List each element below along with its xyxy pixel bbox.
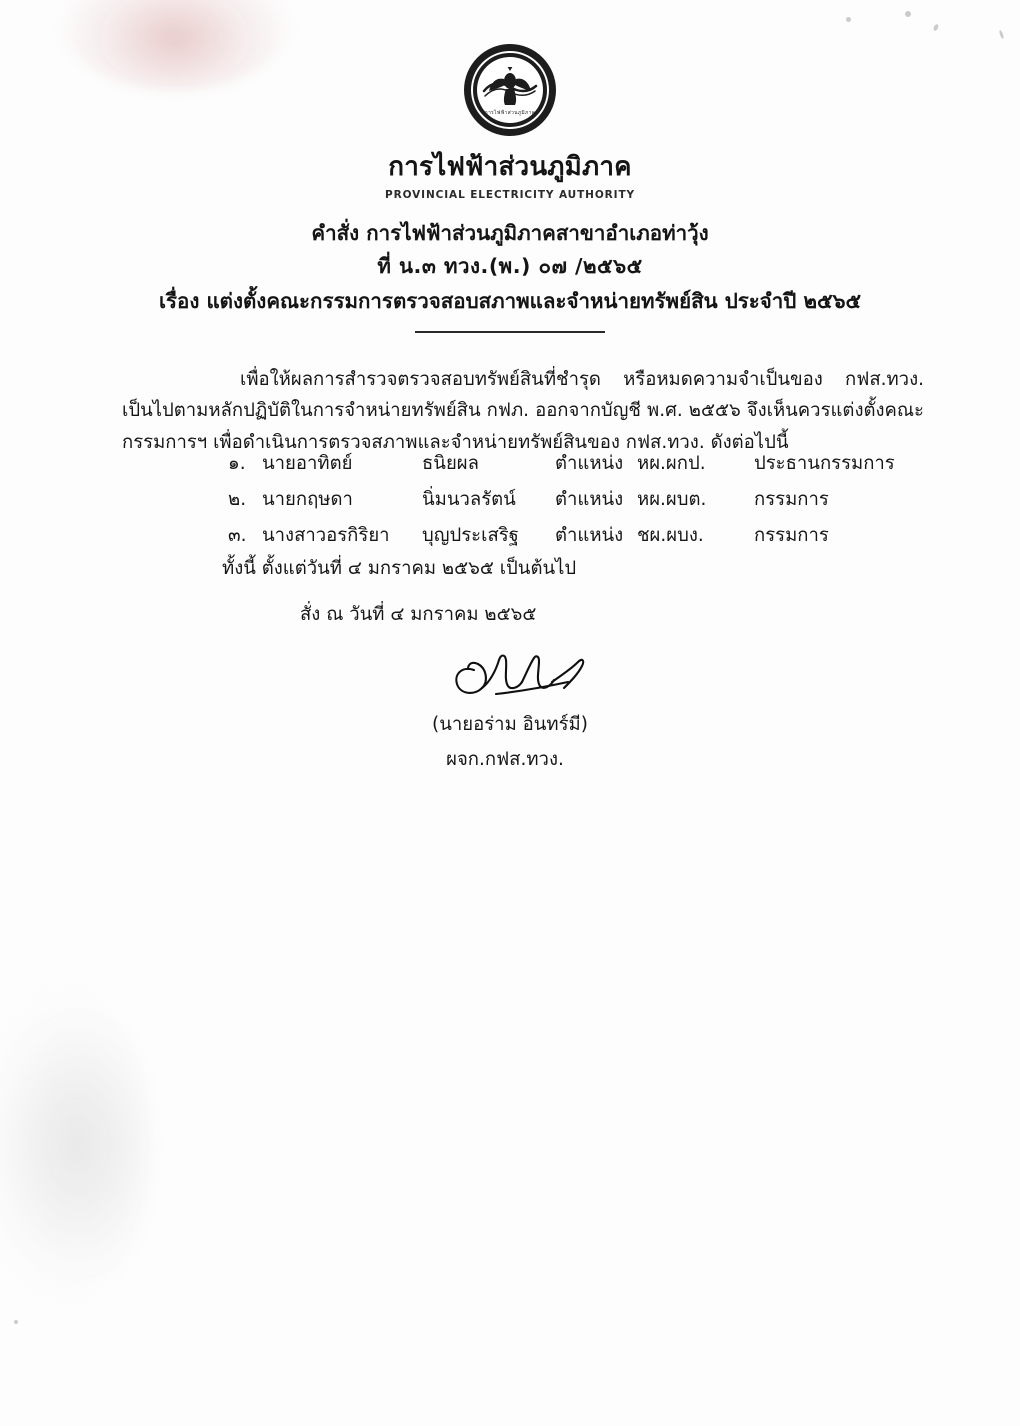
scan-speck (846, 17, 851, 22)
signer-title: ผจก.กฟส.ทวง. (446, 749, 564, 770)
committee-member-name: นายอาทิตย์ (262, 453, 353, 474)
position-label: ตำแหน่ง (555, 453, 624, 474)
effective-date-line: ทั้งนี้ ตั้งแต่วันที่ ๔ มกราคม ๒๕๖๕ เป็นต้นไป (222, 558, 577, 579)
document-subject: เรื่อง แต่งตั้งคณะกรรมการตรวจสอบสภาพและจำหน่ายทรัพย์สิน ประจำปี ๒๕๖๕ (158, 288, 862, 313)
scan-speck (905, 11, 911, 17)
position-label: ตำแหน่ง (555, 525, 624, 547)
committee-member-role: ประธานกรรมการ (754, 453, 895, 474)
committee-member-surname: บุญประเสริฐ (422, 525, 519, 547)
seal-caption: การไฟฟ้าส่วนภูมิภาค (484, 110, 536, 116)
committee-member-position: หผ.ผบต. (637, 489, 707, 511)
signature-block (0, 648, 1020, 774)
document-number: ที่ น.๓ ทวง.(พ.) ๐๗ /๒๕๖๕ (377, 253, 643, 278)
organization-name-en: PROVINCIAL ELECTRICITY AUTHORITY (384, 189, 636, 201)
committee-member-name: นายกฤษดา (262, 489, 353, 511)
committee-member-surname: นิ่มนวลรัตน์ (422, 489, 516, 511)
committee-item-number: ๒. (228, 489, 247, 511)
committee-member-role: กรรมการ (754, 489, 829, 511)
issued-date-line: สั่ง ณ วันที่ ๔ มกราคม ๒๕๖๕ (300, 604, 537, 625)
scan-artifact-left (0, 980, 150, 1310)
committee-row (228, 482, 924, 518)
scan-speck (14, 1320, 18, 1324)
document-title: คำสั่ง การไฟฟ้าส่วนภูมิภาคสาขาอำเภอท่าวุ้ง (311, 221, 709, 245)
committee-row (228, 518, 924, 554)
committee-member-name: นางสาวอรกิริยา (262, 525, 390, 547)
organization-name-th: การไฟฟ้าส่วนภูมิภาค (388, 152, 632, 182)
committee-member-role: กรรมการ (754, 525, 829, 547)
intro-paragraph: เพื่อให้ผลการสำรวจตรวจสอบทรัพย์สินที่ชำรุด หรือหมดความจำเป็นของ กฟส.ทวง. เป็นไปตามหลักปฏิบัติในการจำหน่ายทรัพย์สิน กฟภ. ออกจากบัญชี พ.ศ. ๒๕๕๖ จึงเห็นควรแต่งตั้งคณะกรรมการฯ เพื่อดำเนินการตรวจสภาพและจำหน่ายทรัพย์สินของ กฟส.ทวง. ดังต่อไปนี้ (122, 368, 924, 454)
scan-speck (933, 23, 940, 31)
handwritten-signature-icon (444, 648, 594, 706)
scan-speck (999, 30, 1005, 39)
signer-name: (นายอร่าม อินทร์มี) (432, 714, 588, 735)
position-label: ตำแหน่ง (555, 489, 624, 511)
committee-list (228, 446, 924, 554)
committee-member-surname: ธนิยผล (422, 453, 479, 474)
pea-garuda-seal-icon (464, 44, 556, 136)
committee-member-position: ชผ.ผบง. (637, 525, 704, 547)
title-divider (415, 331, 605, 333)
committee-member-position: หผ.ผกป. (637, 453, 706, 474)
committee-item-number: ๓. (228, 525, 247, 547)
committee-row (228, 446, 924, 482)
committee-item-number: ๑. (228, 453, 246, 474)
title-block (0, 218, 1020, 333)
letterhead (0, 44, 1020, 201)
